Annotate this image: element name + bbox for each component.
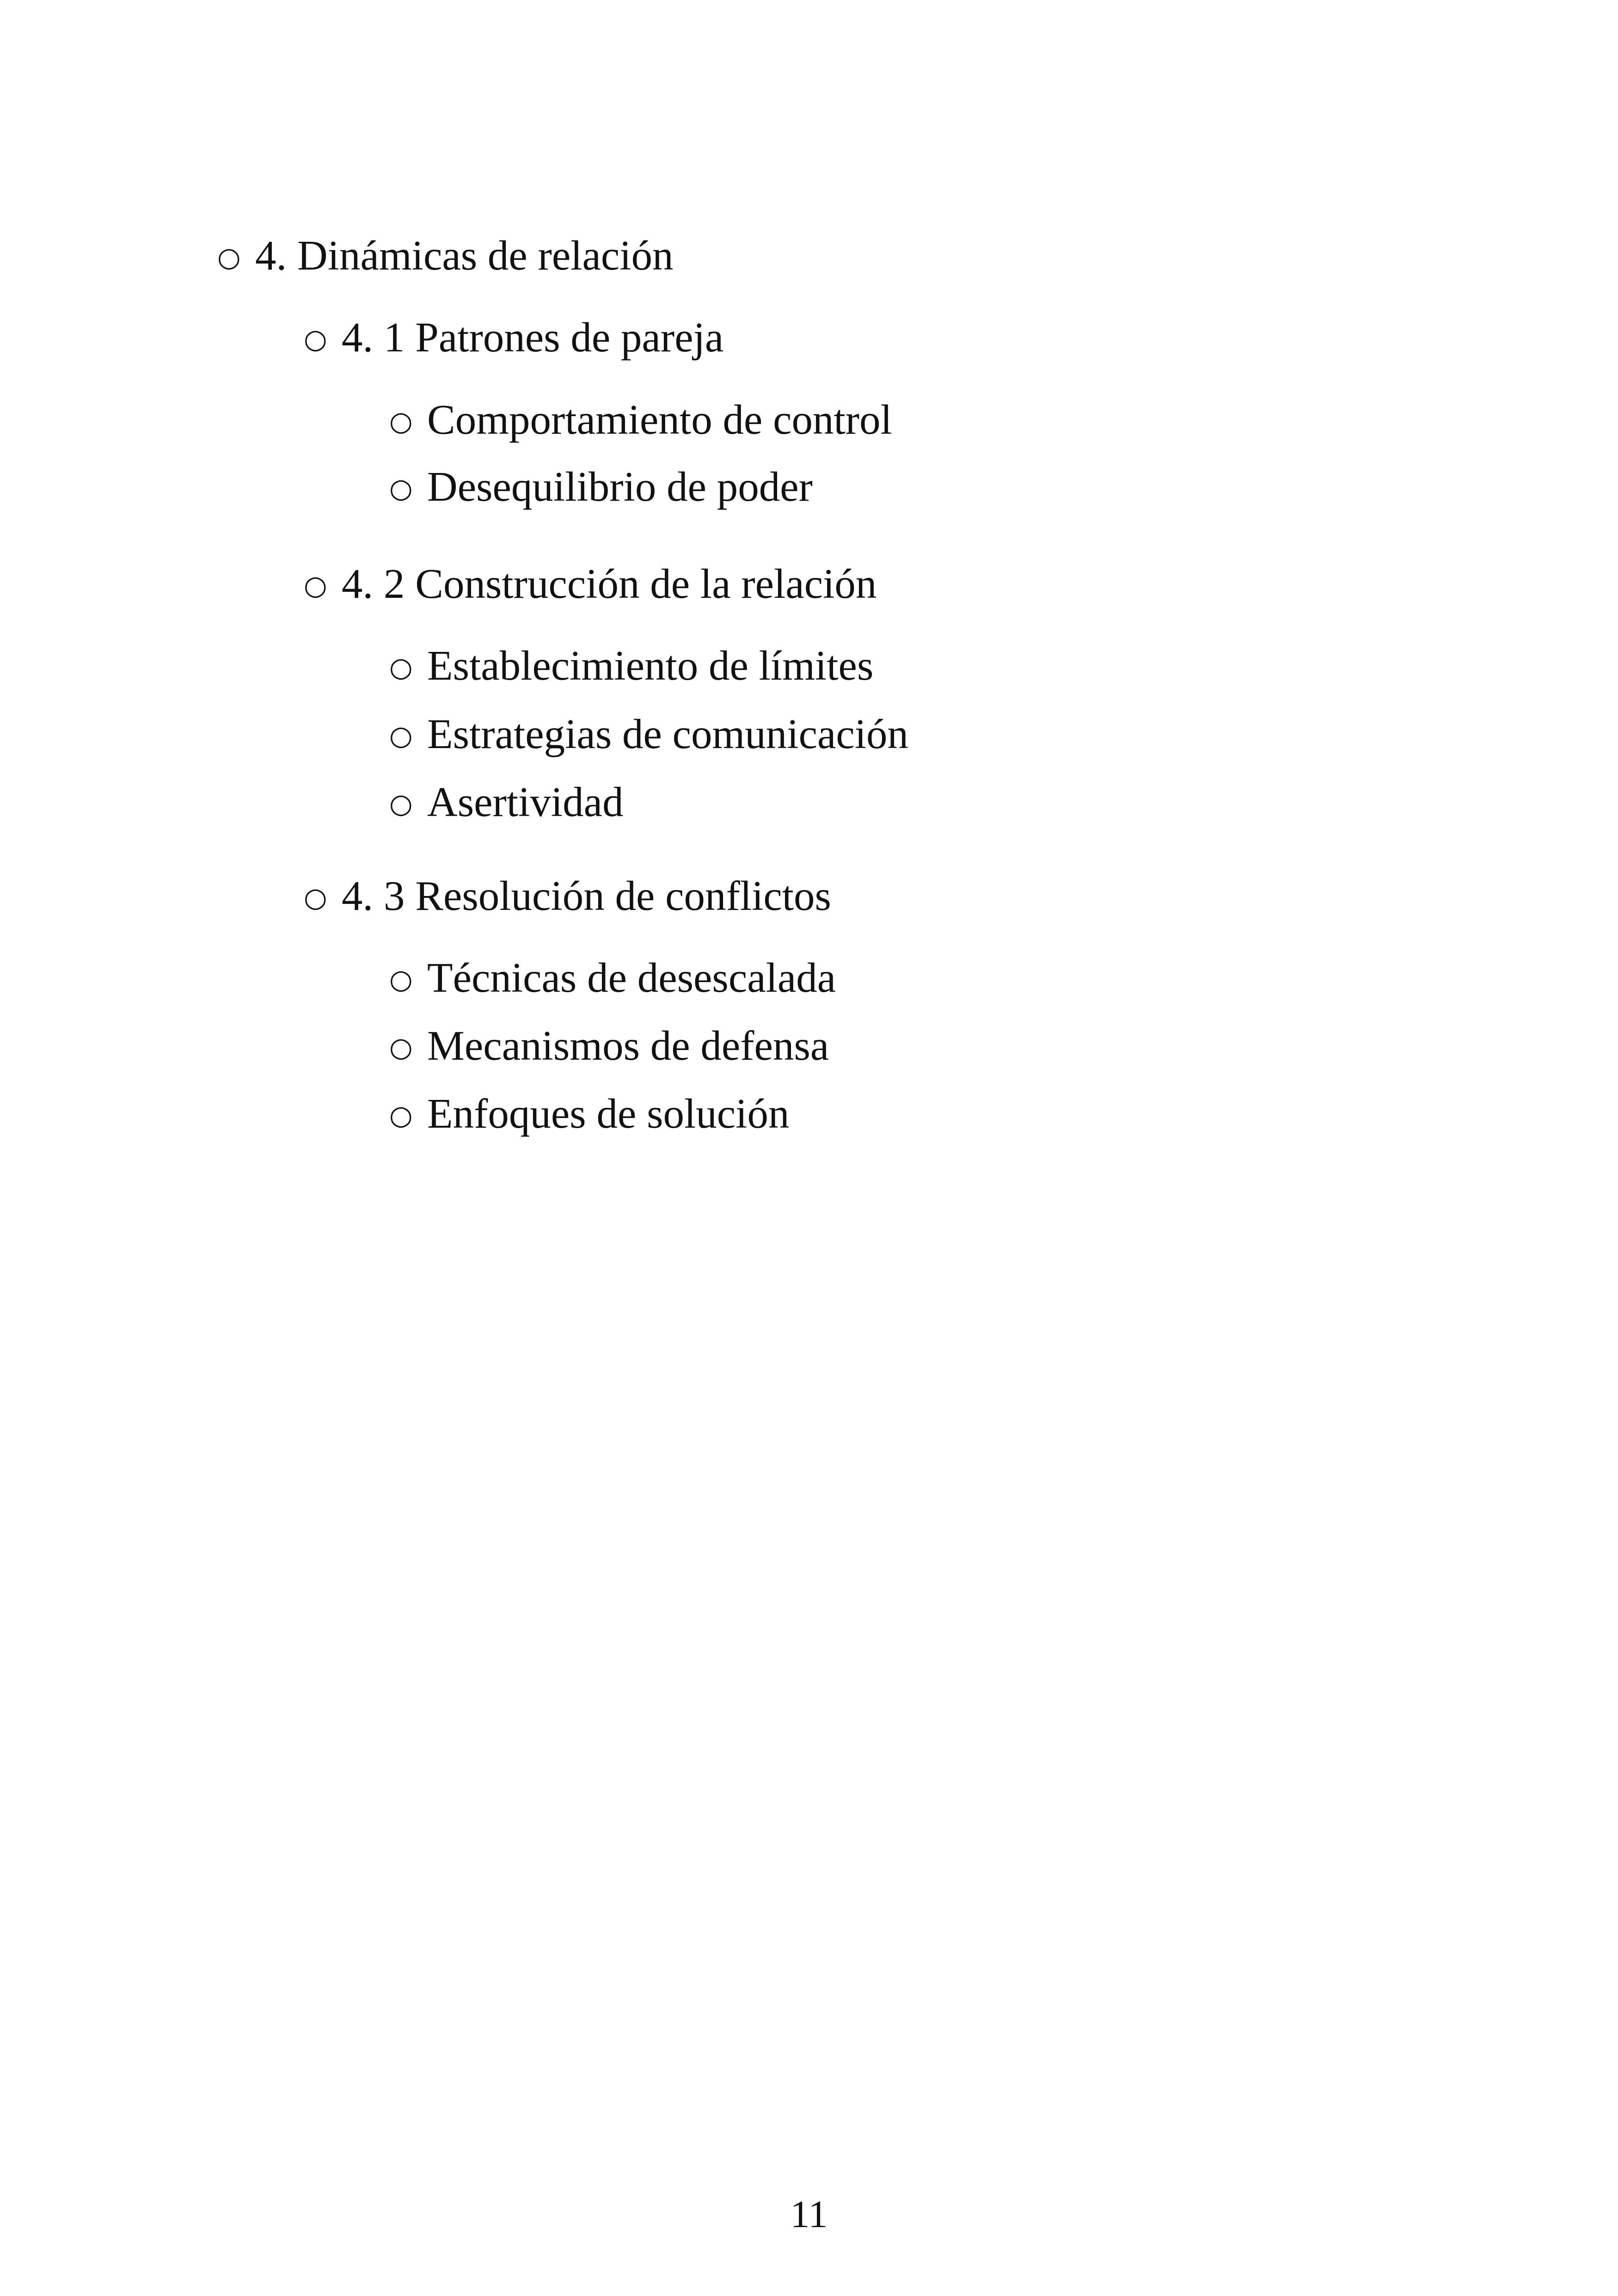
outline-section-4 [217, 232, 674, 279]
outline-subsection-4-1 [304, 314, 724, 361]
outline-item-label: Mecanismos de defensa [427, 1022, 829, 1069]
outline-item-label: Establecimiento de límites [427, 642, 874, 689]
outline-item-label: Desequilibrio de poder [427, 463, 813, 510]
outline-subsection-4-2 [304, 560, 877, 607]
page-number: 11 [790, 2193, 828, 2236]
outline-item [389, 463, 813, 510]
hollow-circle-bullet-icon: ○ [304, 882, 327, 914]
hollow-circle-bullet-icon: ○ [389, 473, 413, 504]
outline-item [389, 642, 874, 689]
outline-subsection-label: 4. 3 Resolución de conflictos [342, 872, 831, 919]
outline-subsection-label: 4. 1 Patrones de pareja [342, 314, 724, 361]
hollow-circle-bullet-icon: ○ [304, 570, 327, 602]
outline-item [389, 711, 909, 757]
hollow-circle-bullet-icon: ○ [389, 651, 413, 683]
hollow-circle-bullet-icon: ○ [389, 720, 413, 752]
outline-item-label: Asertividad [427, 779, 624, 825]
outline-item-label: Comportamiento de control [427, 396, 892, 443]
outline-subsection-4-3 [304, 872, 831, 919]
outline-item-label: Estrategias de comunicación [427, 711, 909, 757]
hollow-circle-bullet-icon: ○ [389, 1099, 413, 1131]
hollow-circle-bullet-icon: ○ [217, 241, 241, 273]
hollow-circle-bullet-icon: ○ [304, 323, 327, 355]
outline-item [389, 954, 836, 1001]
hollow-circle-bullet-icon: ○ [389, 1031, 413, 1063]
hollow-circle-bullet-icon: ○ [389, 405, 413, 437]
outline-item-label: Técnicas de desescalada [427, 954, 836, 1001]
outline-subsection-label: 4. 2 Construcción de la relación [342, 560, 877, 607]
outline-item [389, 779, 624, 825]
outline-item [389, 1090, 790, 1137]
hollow-circle-bullet-icon: ○ [389, 964, 413, 995]
outline-item [389, 1022, 829, 1069]
outline-item-label: Enfoques de solución [427, 1090, 790, 1137]
outline-section-label: 4. Dinámicas de relación [255, 232, 674, 279]
hollow-circle-bullet-icon: ○ [389, 788, 413, 820]
outline-item [389, 396, 892, 443]
